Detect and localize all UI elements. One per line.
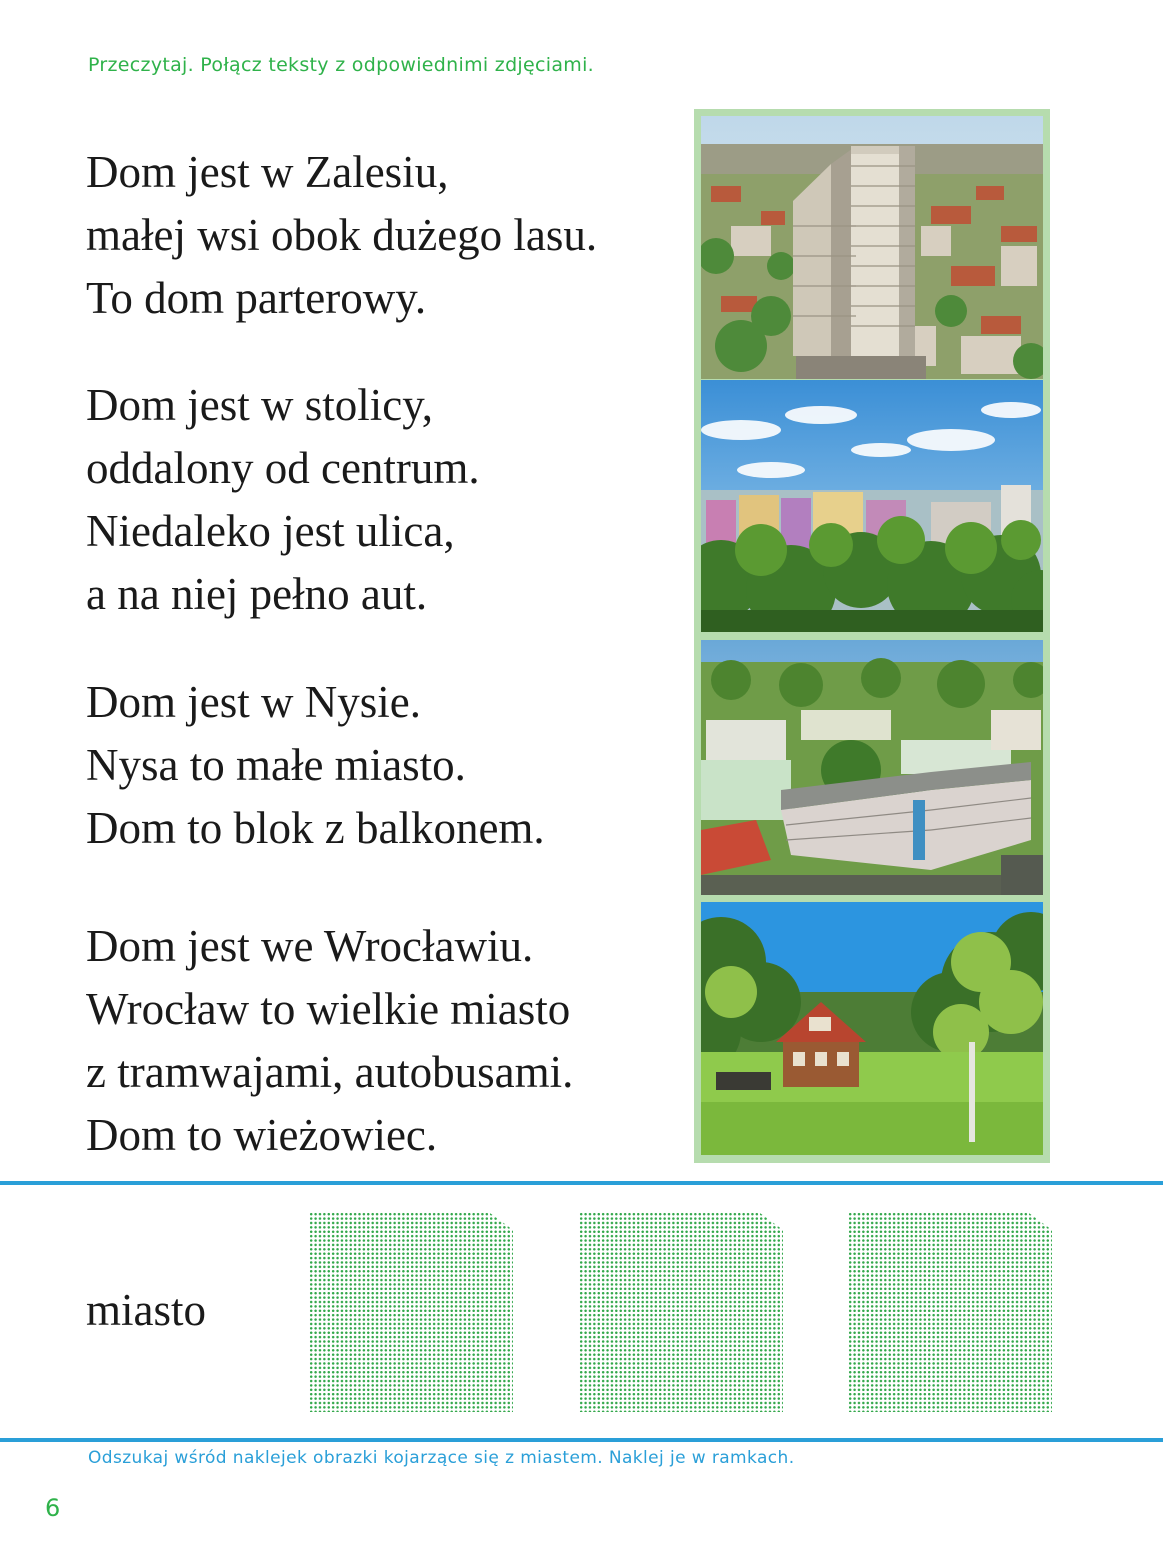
text-line: Wrocław to wielkie miasto: [86, 984, 571, 1034]
divider-top: [0, 1181, 1163, 1185]
text-line: Dom jest w stolicy,: [86, 380, 434, 430]
sticker-instruction: Odszukaj wśród naklejek obrazki kojarzące się z miastem. Naklej je w ramkach.: [88, 1448, 795, 1468]
text-block-nysa: [86, 671, 545, 860]
sticker-frame[interactable]: [848, 1212, 1052, 1412]
photo-blocks-forest: [701, 380, 1043, 632]
divider-bottom: [0, 1438, 1163, 1442]
instruction-heading: Przeczytaj. Połącz teksty z odpowiednimi zdjęciami.: [88, 54, 594, 76]
photo-highrise-city: [701, 116, 1043, 379]
text-block-zalesie: [86, 141, 597, 330]
text-line: Dom jest we Wrocławiu.: [86, 921, 534, 971]
text-line: Dom jest w Nysie.: [86, 677, 421, 727]
photo-wooden-house: [701, 902, 1043, 1155]
text-line: To dom parterowy.: [86, 273, 427, 323]
sticker-frame[interactable]: [309, 1212, 513, 1412]
word-label: miasto: [86, 1285, 206, 1335]
text-line: małej wsi obok dużego lasu.: [86, 210, 598, 260]
text-line: a na niej pełno aut.: [86, 569, 428, 619]
photo-blocks-balconies: [701, 640, 1043, 895]
text-line: Niedaleko jest ulica,: [86, 506, 455, 556]
sticker-frame[interactable]: [579, 1212, 783, 1412]
text-block-wroclaw: [86, 915, 573, 1167]
text-line: Dom to wieżowiec.: [86, 1110, 438, 1160]
text-line: Dom to blok z balkonem.: [86, 803, 545, 853]
page-number: 6: [45, 1494, 61, 1522]
text-line: Dom jest w Zalesiu,: [86, 147, 449, 197]
text-block-stolica: [86, 374, 480, 626]
text-line: z tramwajami, autobusami.: [86, 1047, 574, 1097]
text-line: Nysa to małe miasto.: [86, 740, 466, 790]
text-line: oddalony od centrum.: [86, 443, 480, 493]
photo-column: [694, 109, 1050, 1163]
